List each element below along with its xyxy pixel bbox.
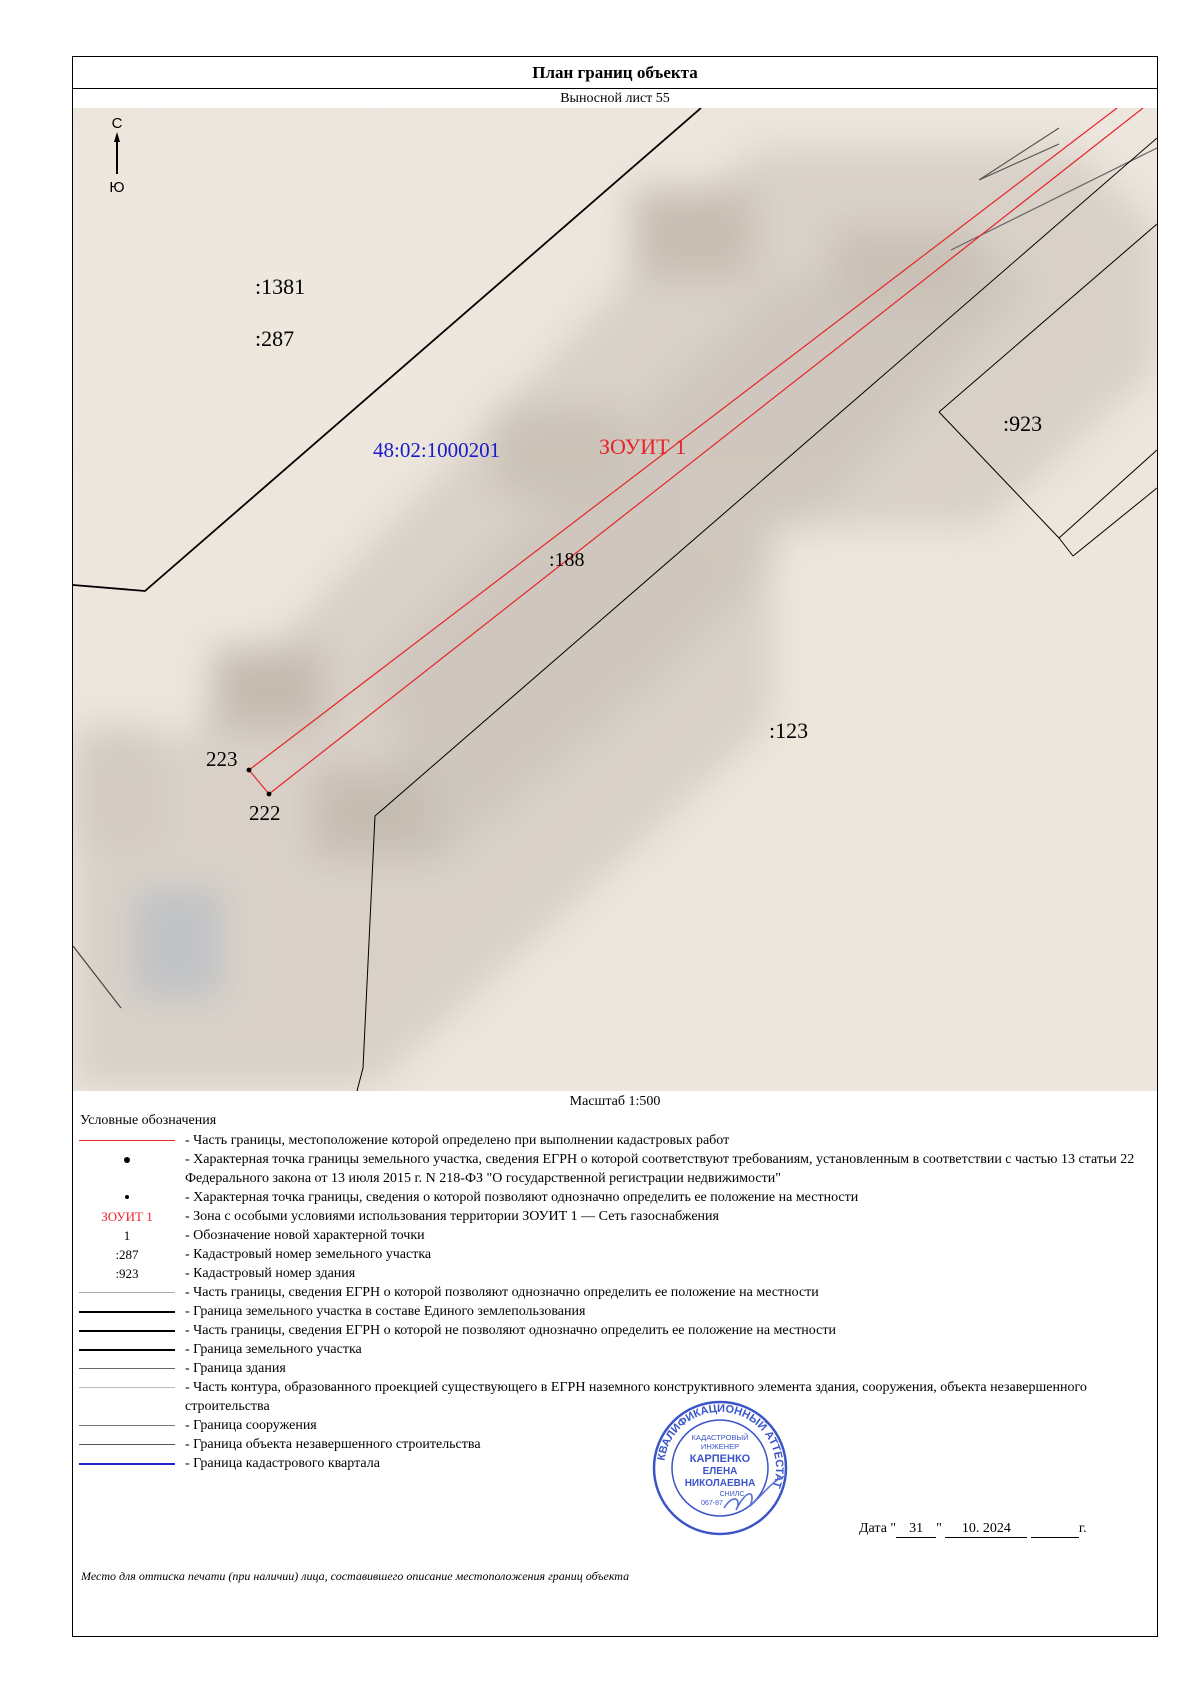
date-field: Дата " 31 " 10. 2024 г. — [859, 1521, 1087, 1536]
map-view[interactable] — [73, 108, 1157, 1091]
label-cadastral-quarter: 48:02:1000201 — [373, 438, 501, 462]
legend-symbol-red-line — [79, 1140, 175, 1141]
date-month-year: 10. 2024 — [945, 1521, 1027, 1538]
svg-text:067-87: 067-87 — [701, 1500, 723, 1507]
legend-symbol-point-number: 1 — [123, 1228, 131, 1243]
svg-text:КВАЛИФИКАЦИОННЫЙ АТТЕСТАТ: КВАЛИФИКАЦИОННЫЙ АТТЕСТАТ — [655, 1402, 786, 1490]
label-parcel-188: :188 — [549, 549, 585, 571]
legend-symbol-point-large — [79, 1150, 175, 1169]
label-point-223: 223 — [206, 747, 238, 771]
sheet-subtitle: Выносной лист 55 — [560, 91, 670, 106]
page-title: План границ объекта — [73, 57, 1157, 89]
map-canvas[interactable] — [73, 108, 1157, 1091]
legend-symbol-structure-line — [79, 1425, 175, 1426]
legend-symbol-thick-line — [79, 1311, 175, 1313]
scale-label: Масштаб 1:500 — [569, 1094, 661, 1109]
date-day: 31 — [896, 1521, 936, 1538]
label-zone-zouit: ЗОУИТ 1 — [599, 434, 687, 459]
svg-text:КАДАСТРОВЫЙ: КАДАСТРОВЫЙ — [691, 1433, 749, 1442]
legend-title: Условные обозначения — [80, 1113, 217, 1128]
legend-symbol-building-number: :923 — [115, 1266, 139, 1281]
point-222-marker[interactable] — [267, 792, 272, 797]
legend-symbol-building-line — [79, 1368, 175, 1369]
date-blank — [1031, 1521, 1079, 1538]
label-building-923: :923 — [1003, 411, 1043, 436]
svg-text:ЕЛЕНА: ЕЛЕНА — [702, 1466, 738, 1477]
legend-symbol-quarter-line — [79, 1463, 175, 1465]
compass-south-label: Ю — [109, 179, 125, 196]
label-parcel-123: :123 — [769, 718, 809, 743]
label-point-222: 222 — [249, 801, 281, 825]
legend-symbol-zone-text: ЗОУИТ 1 — [101, 1209, 153, 1224]
legend-symbol-gray-line — [79, 1292, 175, 1293]
svg-text:ИНЖЕНЕР: ИНЖЕНЕР — [700, 1442, 740, 1451]
svg-text:СНИЛС: СНИЛС — [719, 1491, 745, 1498]
legend-symbol-thick-line — [79, 1330, 175, 1332]
label-parcel-287: :287 — [255, 326, 295, 351]
svg-text:НИКОЛАЕВНА: НИКОЛАЕВНА — [684, 1478, 756, 1489]
legend-symbol-thick-line — [79, 1349, 175, 1351]
legend-symbol-unfinished-line — [79, 1444, 175, 1445]
compass-north-label: С — [111, 115, 123, 132]
svg-text:КАРПЕНКО: КАРПЕНКО — [689, 1453, 751, 1465]
legend-symbol-point-small — [79, 1186, 175, 1205]
legend-symbol-parcel-number: :287 — [115, 1247, 139, 1262]
label-parcel-1381: :1381 — [255, 274, 306, 299]
point-223-marker[interactable] — [247, 768, 252, 773]
stamp-place-note: Место для оттиска печати (при наличии) лица, составившего описание местоположения границ объекта — [81, 1569, 630, 1583]
legend-symbol-contour-line — [79, 1387, 175, 1388]
engineer-stamp — [624, 1396, 814, 1541]
document-frame: План границ объекта Выносной лист 55 С Ю :1381 :287 48:02:1000201 ЗОУИТ 1 :188 :923 :123 223 222 Масштаб 1:500 Условные обозначения - Часть границы, местоположение которой определено при выполнении кадастровых работ - Характерная точка границы земельного участка, сведения ЕГРН о которой соответствуют требованиям, установленным в соответствии с частью 13 статьи 22 Федерального закона от 13 июля 2015 г. N 218-ФЗ "О государственной регистрации недвижимости" - Характерная точка границы, сведения о которой позволяют однозначно определить ее положение на местности ЗОУИТ 1 - Зона с особыми условиями использования территории ЗОУИТ 1 — Сеть газоснабжения 1 - Обозначение новой характерной точки :287 - Кадастровый номер земельного участка :923 - Кадастровый номер здания - Часть границы, сведения ЕГРН о которой позволяют однозначно определить ее положение на местности - Граница земельного участка в составе Единого землепользования - Часть границы, сведения ЕГРН о которой не позволяют однозначно определить ее положение на местности - Граница земельного участка - Граница здания - Часть контура, образованного проекцией существующего в ЕГРН наземного конструктивного элемента здания, сооружения, объекта незавершенного строительства - Граница сооружения - Граница объекта незавершенного строительства - Граница кадастрового квартала Дата " 31 " 10. 2024 г. Место для оттиска печати (при наличии) лица, составившего описание местоположения границ объекта — [72, 56, 1158, 1637]
